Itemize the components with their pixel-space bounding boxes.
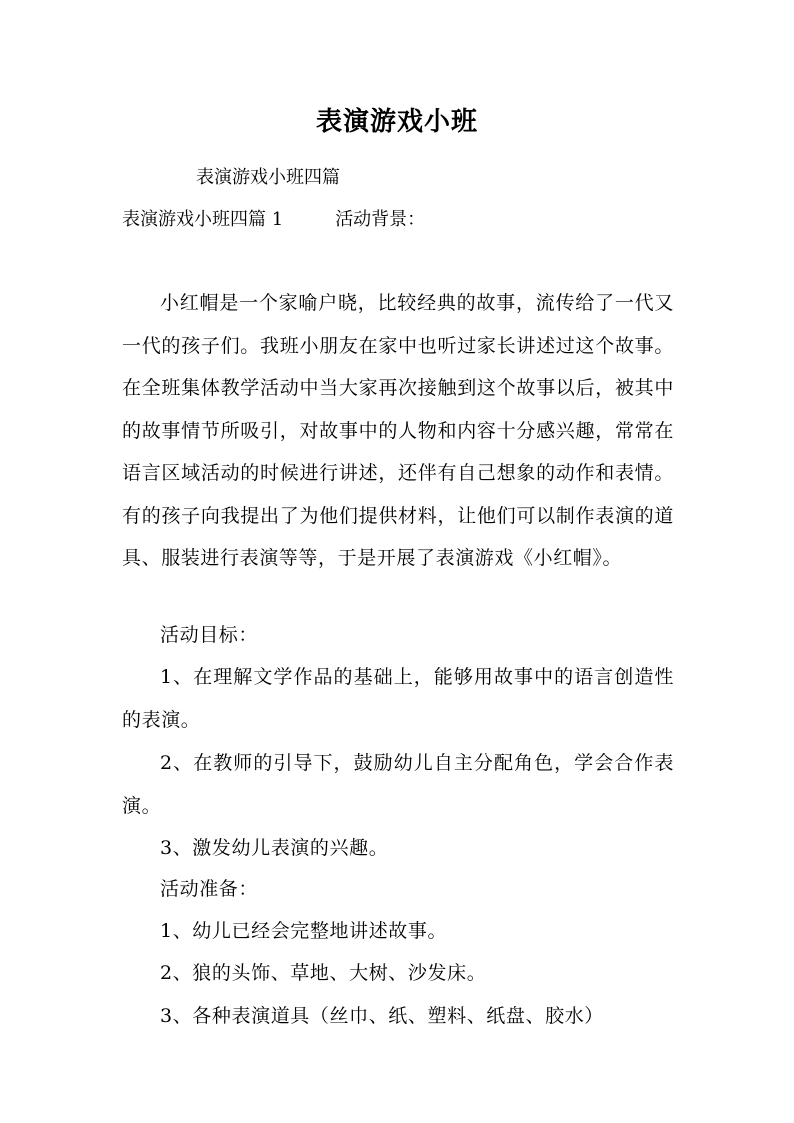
- document-subtitle: 表演游戏小班四篇: [196, 167, 340, 188]
- prep-heading: 活动准备：: [160, 878, 259, 900]
- prep-item-2: 2、狼的头饰、草地、大树、沙发床。: [160, 962, 487, 984]
- goals-heading: 活动目标：: [160, 624, 259, 646]
- section-heading: 表演游戏小班四篇 1: [122, 209, 284, 230]
- goal-item-3: 3、激发幼儿表演的兴趣。: [160, 837, 389, 859]
- prep-item-1: 1、幼儿已经会完整地讲述故事。: [160, 920, 448, 942]
- prep-item-3: 3、各种表演道具（丝巾、纸、塑料、纸盘、胶水）: [160, 1005, 604, 1027]
- background-paragraph: 小红帽是一个家喻户晓，比较经典的故事，流传给了一代又一代的孩子们。我班小朋友在家中也听过家长讲述过这个故事。在全班集体教学活动中当大家再次接触到这个故事以后，被其中的故事情节所吸引，对故事中的人物和内容十分感兴趣，常常在语言区域活动的时候进行讲述，还伴有自己想象的动作和表情。有的孩子向我提出了为他们提供材料，让他们可以制作表演的道具、服装进行表演等等，于是开展了表演游戏《小红帽》。: [122, 292, 674, 569]
- document-title: 表演游戏小班: [315, 107, 478, 137]
- background-label: 活动背景：: [335, 209, 426, 230]
- goal-item-2: 2、在教师的引导下，鼓励幼儿自主分配角色，学会合作表演。: [122, 752, 674, 817]
- goal-item-1: 1、在理解文学作品的基础上，能够用故事中的语言创造性的表演。: [122, 666, 674, 731]
- section-header-row: [122, 207, 425, 233]
